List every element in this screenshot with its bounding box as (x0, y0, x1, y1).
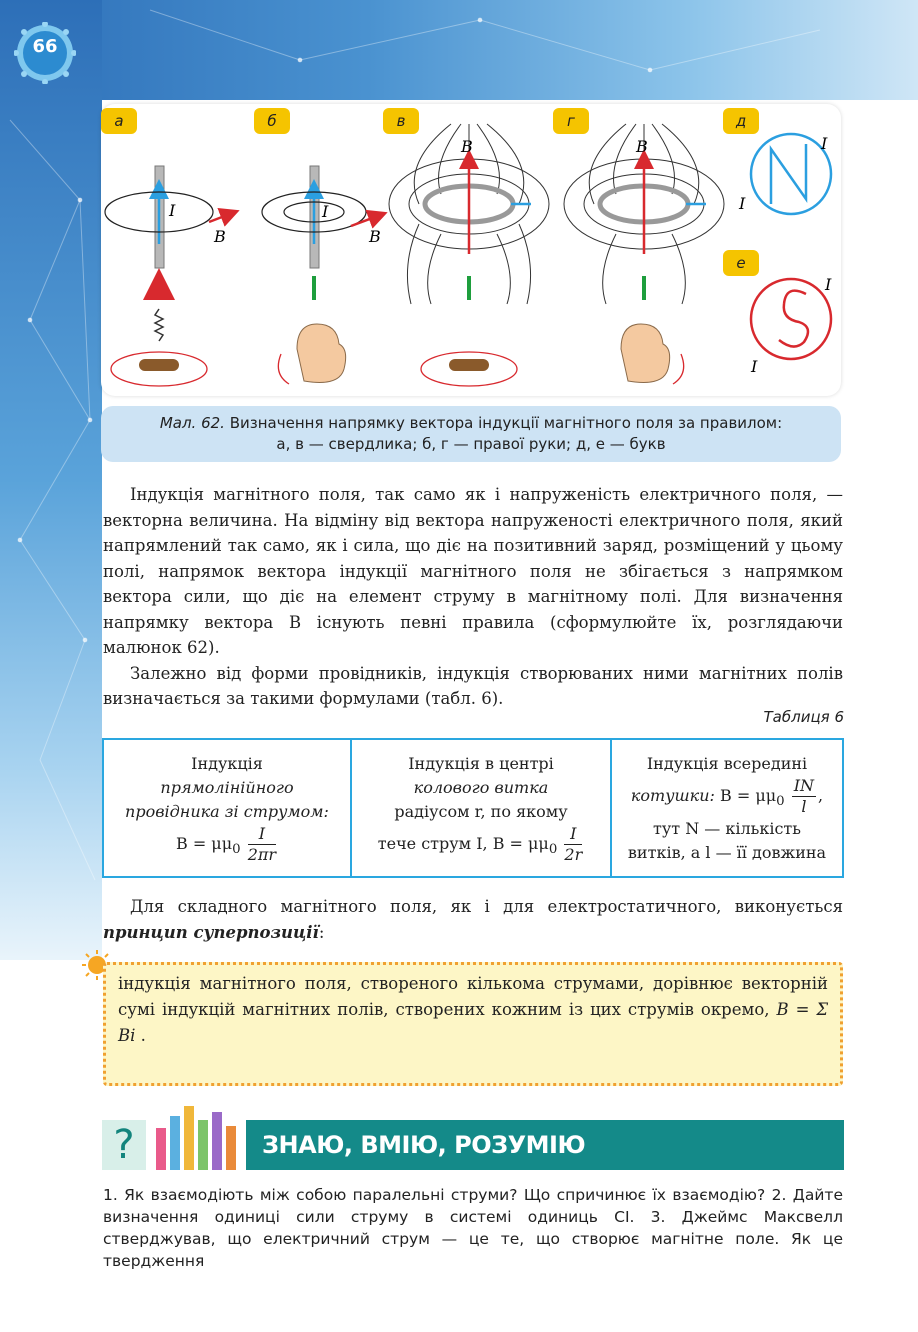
panel-g-loop (564, 124, 724, 384)
raised-hands-icon (146, 1098, 246, 1170)
panel-v-b-label: B (461, 137, 473, 156)
table-cell-solenoid (611, 739, 843, 877)
superposition-principle-box: індукція магнітного поля, створеного кількома струмами, дорівнює векторній сумі індукцій магнітних полів, створених кожним із цих струмів окремо, B = Σ Bi . (103, 962, 843, 1086)
superposition-term: принцип суперпозиції (103, 922, 319, 942)
svg-text:B: B (214, 227, 226, 246)
paragraph-1: Індукція магнітного поля, так само як і напруженість електричного поля, — векторна величина. На відміну від вектора напруженості електричного поля, який напрямлений так само, як і сила, що діє на позитивний заряд, розміщений у цьому полі, напрямок вектора індукції магнітного поля не збігається з напрямком вектора сили, що діє на елемент струму в магнітному полі. Для визначення напрямку вектора B існують певні правила (сформулюйте їх, розглядаючи малюнок 62). (103, 485, 843, 657)
banner-title: ЗНАЮ, ВМІЮ, РОЗУМІЮ (262, 1131, 586, 1159)
panel-a-straight-wire (105, 166, 235, 386)
panel-e-letter-s (750, 275, 832, 376)
panel-label-e: е (723, 250, 759, 276)
svg-text:I: I (169, 201, 176, 220)
section-banner (102, 1120, 844, 1170)
panel-label-v: в (383, 108, 419, 134)
cell1-line1: Індукція (191, 753, 263, 773)
svg-text:B: B (369, 227, 381, 246)
figure-62 (101, 104, 841, 396)
caption-figure-number: Мал. 62. (159, 414, 225, 432)
question-icon: ? (102, 1120, 146, 1170)
panel-label-a: а (101, 108, 137, 134)
cell2-line2: колового витка (413, 777, 549, 797)
cell3-line4: витків, а l — її довжина (627, 842, 827, 862)
formulas-table (102, 738, 844, 878)
paragraph-2: Залежно від форми провідників, індукція створюваних ними магнітних полів визначається за такими формулами (табл. 6). (103, 663, 843, 708)
cell2-line3: радіусом r, по якому (394, 801, 568, 821)
page-number: 66 (32, 36, 58, 57)
panel-label-g: г (553, 108, 589, 134)
panel-label-d: д (723, 108, 759, 134)
cell1-formula: $B = \mu\mu_0$ $\frac{I}{2\pi r}$ (175, 823, 277, 864)
svg-text:I: I (821, 134, 828, 153)
table-label: Таблиця 6 (763, 708, 844, 726)
cell1-line3: провідника зі струмом: (125, 801, 329, 821)
cell2-formula: тече струм I, $B = \mu\mu_0$ $\frac{I}{2r}$ (377, 823, 583, 864)
principle-formula: B = Σ Bi (118, 1000, 829, 1045)
body-text (103, 482, 843, 712)
cell3-line1: Індукція всередині (646, 753, 808, 773)
svg-text:I: I (739, 194, 746, 213)
caption-line-1: Визначення напрямку вектора індукції магнітного поля за правилом: (229, 414, 783, 432)
cell1-line2: прямолінійного (160, 777, 294, 797)
table-cell-straight-wire (103, 739, 351, 877)
review-questions: 1. Як взаємодіють між собою паралельні струми? Що спричинює їх взаємодію? 2. Дайте визначення одиниці сили струму в системі одиниць СІ. 3. Джеймс Максвелл стверджував, що електричний струм — це те, що створює магнітне поле. Як це твердження (103, 1186, 843, 1270)
svg-text:I: I (825, 275, 832, 294)
caption-line-2: а, в — свердлика; б, г — правої руки; д, е — букв (276, 435, 666, 453)
figure-caption (101, 406, 841, 462)
panel-b-straight-wire (262, 166, 383, 384)
cell3-line3: тут N — кількість (652, 818, 801, 838)
panel-label-b: б (254, 108, 290, 134)
svg-text:I: I (322, 202, 329, 221)
cell2-line1: Індукція в центрі (408, 753, 554, 773)
superposition-intro: Для складного магнітного поля, як і для електростатичного, виконується принцип суперпозиції: (103, 897, 843, 942)
principle-text: індукція магнітного поля, створеного кількома струмами, дорівнює векторній сумі індукцій магнітних полів, створених кожним із цих струмів окремо, (118, 974, 828, 1019)
panel-v-loop (389, 124, 549, 386)
table-cell-circular-loop (351, 739, 611, 877)
cell3-formula: котушки: $B = \mu\mu_0$ $\frac{IN}{l}$ , (630, 775, 824, 816)
svg-text:I: I (751, 357, 758, 376)
panel-d-letter-n (738, 134, 831, 214)
panel-g-b-label: B (636, 137, 648, 156)
